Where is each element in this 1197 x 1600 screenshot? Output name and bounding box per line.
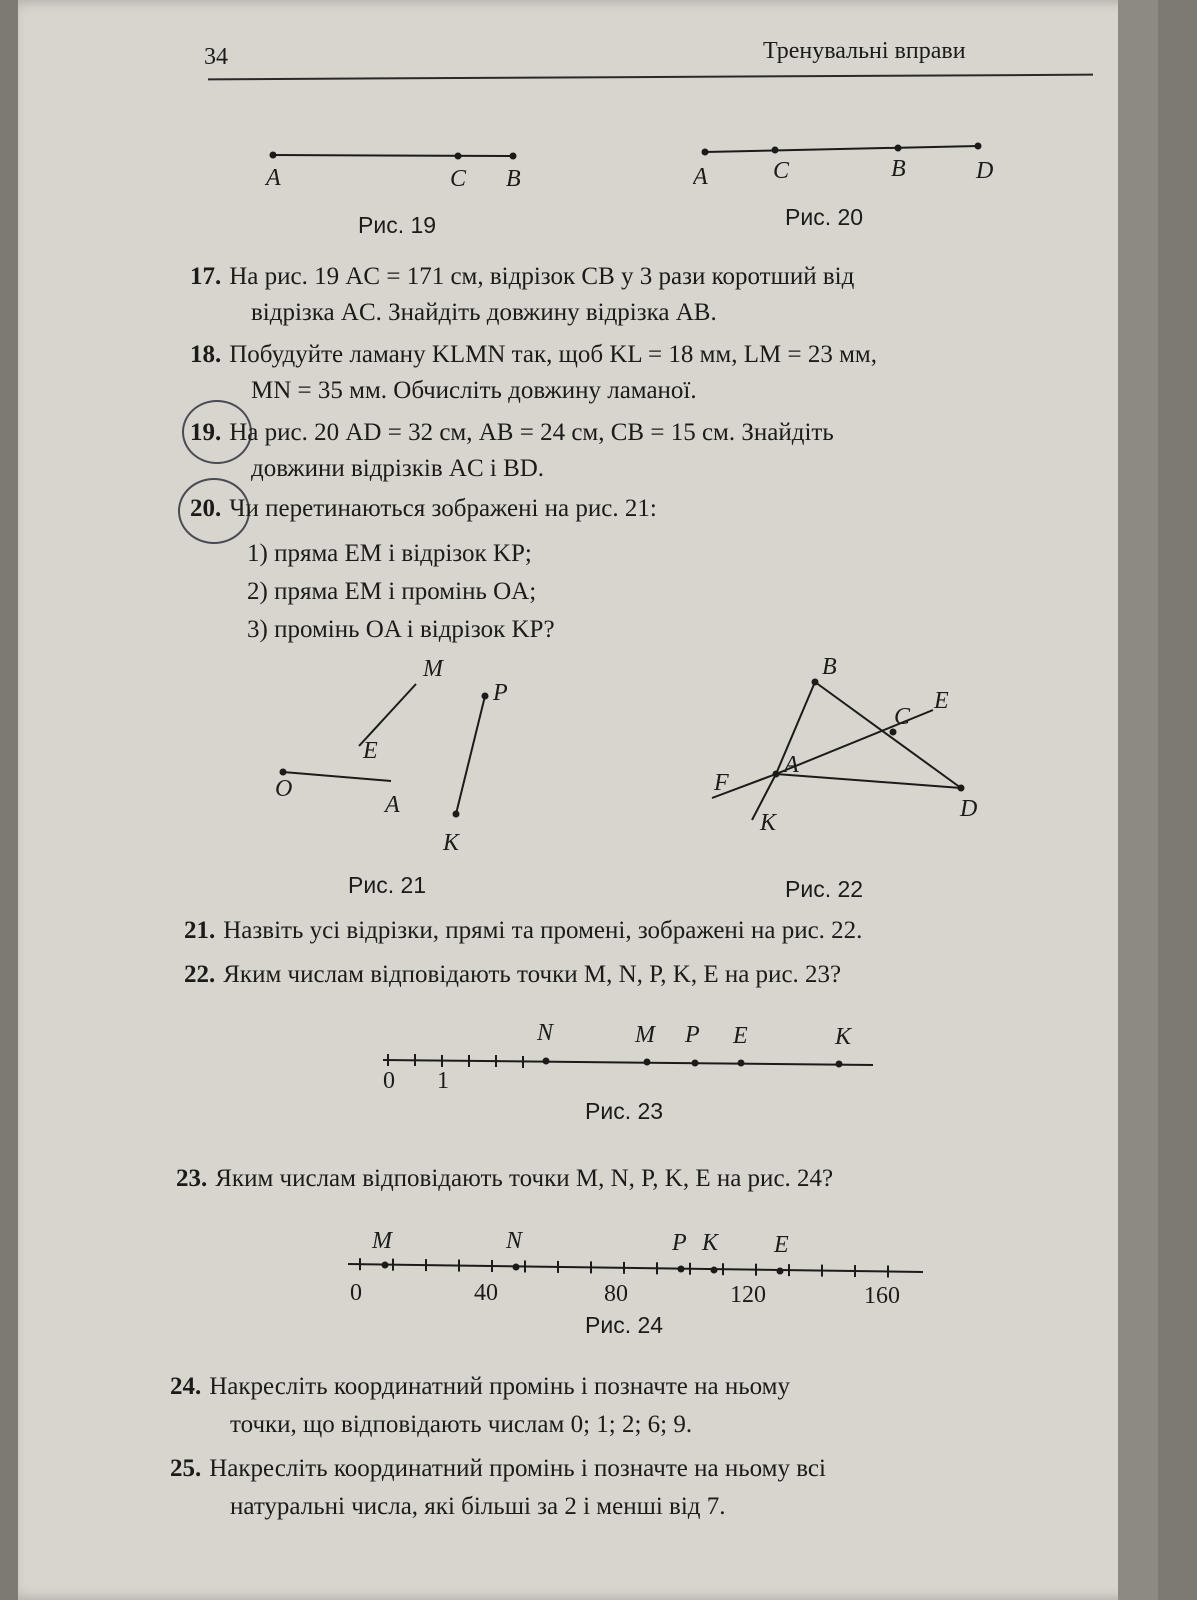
fig20-label-a: A	[693, 164, 708, 190]
fig22-caption: Рис. 22	[785, 876, 864, 902]
task-24-number: 24.	[170, 1373, 202, 1400]
fig23-label-p: P	[685, 1022, 700, 1048]
task-22	[184, 956, 841, 994]
task-20-number: 20.	[190, 495, 222, 522]
fig20-caption: Рис. 20	[785, 204, 864, 230]
task-18-number: 18.	[190, 341, 222, 368]
fig24-label-n: N	[506, 1228, 523, 1254]
task-24	[170, 1368, 790, 1406]
fig22-label-b: B	[822, 654, 837, 680]
task-23-line1: Яким числам відповідають точки M, N, P, K, E на рис. 24?	[215, 1165, 834, 1192]
fig20-label-c: C	[773, 158, 790, 184]
fig24-label-e: E	[774, 1232, 789, 1258]
fig23-tick-1: 1	[437, 1068, 449, 1090]
figure-23	[373, 1010, 893, 1090]
figure-24	[338, 1216, 958, 1306]
task-24-line1: Накресліть координатний промінь і позначте на ньому	[209, 1373, 790, 1400]
task-18-line1: Побудуйте ламану KLMN так, щоб KL = 18 мм, LM = 23 мм,	[229, 341, 877, 368]
task-23-number: 23.	[176, 1165, 208, 1192]
fig22-label-f: F	[714, 770, 729, 796]
task-18	[190, 336, 877, 374]
figure-19	[258, 140, 558, 200]
book-page	[18, 0, 1158, 1600]
fig24-tick-0: 0	[350, 1280, 362, 1306]
task-25-line2: натуральні числа, які більші за 2 і менші від 7.	[230, 1493, 726, 1520]
task-20	[190, 490, 657, 528]
fig24-caption: Рис. 24	[585, 1312, 664, 1338]
task-23	[176, 1160, 833, 1198]
task-17-number: 17.	[190, 263, 222, 290]
figure-22	[688, 648, 1018, 868]
fig23-caption: Рис. 23	[585, 1098, 664, 1124]
task-17-line2: відрізка AC. Знайдіть довжину відрізка AB.	[251, 299, 717, 326]
fig24-tick-160: 160	[864, 1283, 900, 1306]
task-17	[190, 258, 854, 296]
task-19-line1: На рис. 20 AD = 32 см, AB = 24 см, CB = 15 см. Знайдіть	[229, 419, 834, 446]
fig20-label-d: D	[976, 158, 994, 184]
fig21-label-o: O	[275, 776, 293, 802]
page-number: 34	[204, 44, 228, 70]
task-20-line1: Чи перетинаються зображені на рис. 21:	[229, 495, 657, 522]
task-20-item-1: 1) пряма EM і відрізок KP;	[247, 540, 532, 567]
fig24-label-p: P	[672, 1230, 687, 1256]
fig23-label-k: K	[835, 1024, 852, 1050]
fig21-label-a: A	[385, 792, 400, 818]
fig24-tick-120: 120	[730, 1282, 766, 1306]
task-25	[170, 1450, 826, 1488]
fig23-tick-0: 0	[383, 1068, 395, 1090]
fig19-label-a: A	[266, 165, 281, 191]
task-24-line2: точки, що відповідають числам 0; 1; 2; 6; 9.	[230, 1411, 693, 1438]
fig23-label-e: E	[733, 1023, 748, 1049]
task-21-line1: Назвіть усі відрізки, прямі та промені, зображені на рис. 22.	[223, 917, 863, 944]
task-21	[184, 912, 862, 950]
task-19-number: 19.	[190, 419, 222, 446]
fig24-label-k: K	[702, 1230, 719, 1256]
fig19-label-c: C	[450, 166, 467, 192]
fig21-label-m: M	[423, 656, 443, 682]
fig22-label-c: C	[894, 704, 911, 730]
task-20-item-2: 2) пряма EM і промінь OA;	[247, 578, 537, 605]
fig22-label-e: E	[934, 688, 949, 714]
task-25-line1: Накресліть координатний промінь і позначте на ньому всі	[209, 1455, 826, 1482]
fig23-label-n: N	[537, 1020, 554, 1046]
fig24-tick-40: 40	[474, 1280, 498, 1306]
task-18-line2: MN = 35 мм. Обчисліть довжину ламаної.	[251, 377, 697, 404]
header-rule	[208, 74, 1093, 81]
section-title: Тренувальні вправи	[763, 38, 966, 64]
fig22-label-d: D	[960, 796, 978, 822]
task-22-number: 22.	[184, 961, 216, 988]
fig19-label-b: B	[506, 166, 521, 192]
fig24-tick-80: 80	[604, 1281, 628, 1306]
page-edge	[1118, 0, 1158, 1600]
figure-20	[693, 132, 1013, 192]
fig22-label-k: K	[760, 810, 777, 836]
fig19-caption: Рис. 19	[358, 212, 437, 238]
fig20-label-b: B	[891, 156, 906, 182]
fig21-caption: Рис. 21	[348, 872, 427, 898]
fig21-label-k: K	[443, 830, 460, 856]
task-17-line1: На рис. 19 AC = 171 см, відрізок CB у 3 рази коротший від	[229, 263, 855, 290]
fig22-label-a: A	[784, 752, 799, 778]
task-19	[190, 414, 834, 452]
task-19-line2: довжини відрізків AC і BD.	[251, 455, 545, 482]
fig23-label-m: M	[635, 1022, 655, 1048]
fig24-label-m: M	[372, 1228, 392, 1254]
task-22-line1: Яким числам відповідають точки M, N, P, K, E на рис. 23?	[223, 961, 842, 988]
task-25-number: 25.	[170, 1455, 202, 1482]
fig21-label-p: P	[493, 680, 508, 706]
task-21-number: 21.	[184, 917, 216, 944]
figure-21	[263, 648, 533, 868]
fig21-label-e: E	[363, 738, 378, 764]
task-20-item-3: 3) промінь OA і відрізок KP?	[247, 616, 555, 643]
